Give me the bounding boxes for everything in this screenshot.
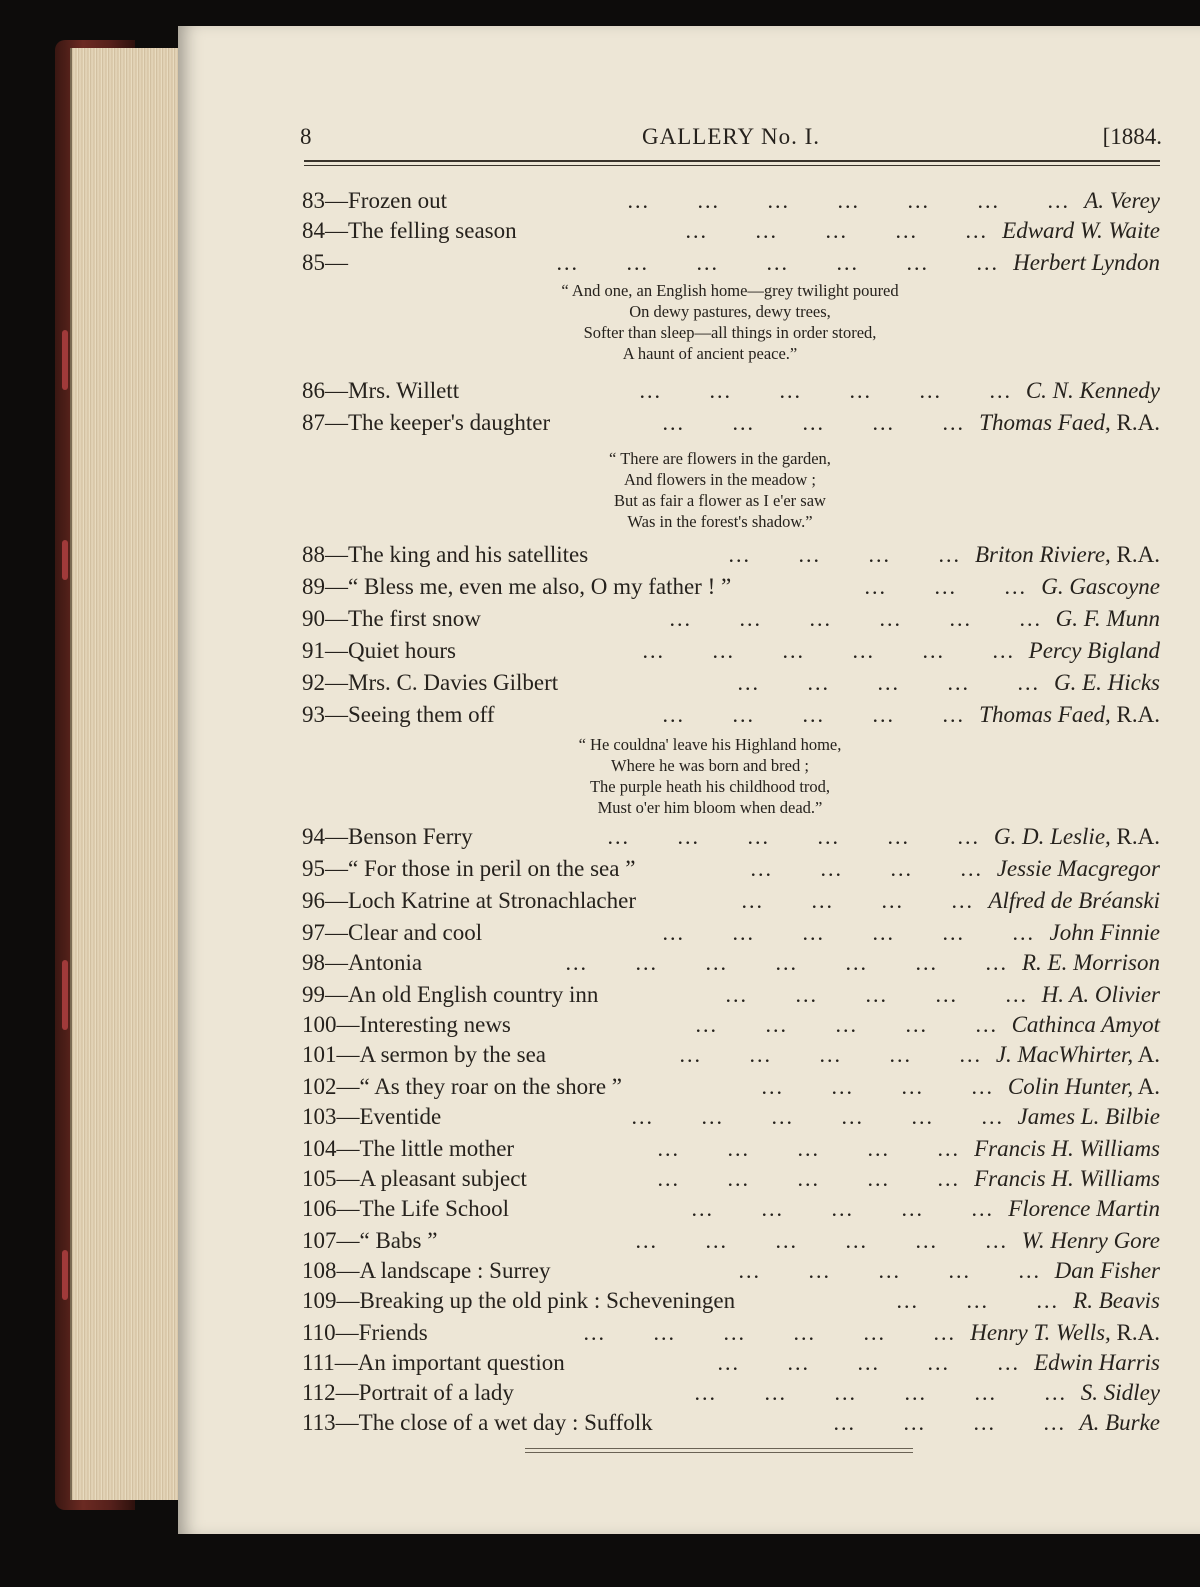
running-header (300, 118, 1162, 158)
catalogue-entry (302, 186, 1160, 216)
entry-title (302, 604, 481, 634)
entry-title (302, 540, 588, 570)
quote-line: “ And one, an English home—grey twilight poured (561, 281, 899, 300)
cover-wear-mark (62, 1250, 68, 1300)
entry-title-text: “ For those in peril on the sea ” (348, 856, 636, 881)
header-rule (304, 165, 1160, 166)
quote-line: But as fair a flower as I e'er saw (614, 491, 826, 510)
entry-dash: — (336, 1136, 360, 1161)
artist-name: Thomas Faed, (979, 702, 1111, 727)
entry-title-text: The Life School (359, 1196, 509, 1221)
artist-name: Francis H. Williams (974, 1136, 1160, 1161)
entry-title (302, 918, 482, 948)
quote-line: Was in the forest's shadow.” (627, 512, 813, 531)
entry-dash: — (325, 920, 348, 945)
entry-dash: — (325, 218, 348, 243)
quote-line: A haunt of ancient peace.” (622, 344, 798, 363)
header-rule (304, 160, 1160, 162)
entry-number: 85 (302, 250, 325, 275)
entry-dash: — (325, 188, 348, 213)
quotation-87 (560, 448, 880, 532)
entry-artist (1030, 1348, 1160, 1378)
catalogue-entry (302, 1010, 1160, 1040)
entry-title (302, 948, 422, 978)
entry-number: 83 (302, 188, 325, 213)
entry-dash: — (325, 574, 348, 599)
entry-title (302, 1102, 441, 1132)
catalogue-entry (302, 1286, 1160, 1316)
entry-title (302, 1134, 514, 1164)
entry-number: 87 (302, 410, 325, 435)
entry-artist (1025, 636, 1160, 666)
catalogue-entry (302, 1226, 1160, 1256)
entry-dash: — (325, 542, 348, 567)
entry-title (302, 1286, 735, 1316)
artist-name: Jessie Macgregor (996, 856, 1160, 881)
quotation-85 (500, 280, 960, 364)
entry-dash: — (325, 982, 348, 1007)
artist-name: Colin Hunter, (1007, 1074, 1134, 1099)
entry-number: 88 (302, 542, 325, 567)
catalogue-entry (302, 1408, 1160, 1438)
catalogue-entry (302, 980, 1160, 1010)
quote-line: “ There are flowers in the garden, (609, 449, 831, 468)
entry-dash: — (335, 1380, 359, 1405)
entry-title (302, 1348, 565, 1378)
entry-number: 96 (302, 888, 325, 913)
entry-number: 110 (302, 1320, 336, 1345)
leader-dots: ... ... ... ... ... (657, 1136, 960, 1161)
artist-honour: A. (1137, 1074, 1160, 1099)
catalogue-year: [1884. (1102, 124, 1162, 149)
artist-name: W. Henry Gore (1021, 1228, 1160, 1253)
entry-title (302, 408, 550, 438)
artist-name: G. D. Leslie, (993, 824, 1111, 849)
entry-title-text: An old English country inn (348, 982, 599, 1007)
entry-title-text: “ Bless me, even me also, O my father ! ” (348, 574, 732, 599)
entry-title (302, 248, 348, 278)
leader-dots: ... ... ... ... ... ... (694, 1380, 1067, 1405)
leader-dots: ... ... ... ... ... ... (639, 378, 1012, 403)
entry-title (302, 1040, 546, 1070)
entry-number: 90 (302, 606, 325, 631)
artist-honour: R.A. (1116, 1320, 1160, 1345)
entry-number: 86 (302, 378, 325, 403)
page-number: 8 (300, 124, 312, 149)
entry-artist (1069, 1286, 1160, 1316)
entry-title (302, 376, 459, 406)
catalogue-entry (302, 1072, 1160, 1102)
entry-artist (1004, 1194, 1160, 1224)
artist-name: Percy Bigland (1028, 638, 1160, 663)
quote-line: Must o'er him bloom when dead.” (597, 798, 823, 817)
entry-title (302, 854, 635, 884)
entry-artist (992, 1040, 1160, 1070)
entry-number: 105 (302, 1166, 337, 1191)
entry-dash: — (336, 1104, 360, 1129)
leader-dots: ... ... ... ... ... (685, 218, 988, 243)
entry-number: 108 (302, 1258, 337, 1283)
catalogue-entry (302, 1164, 1160, 1194)
entry-artist (1051, 1256, 1160, 1286)
catalogue-entry (302, 1256, 1160, 1286)
artist-name: John Finnie (1049, 920, 1160, 945)
entry-title-text: The felling season (348, 218, 517, 243)
entry-artist (993, 854, 1160, 884)
entry-title-text: The king and his satellites (348, 542, 589, 567)
cover-wear-mark (62, 540, 68, 580)
quote-line: The purple heath his childhood trod, (589, 777, 831, 796)
catalogue-entry (302, 540, 1160, 570)
leader-dots: ... ... ... ... ... ... ... (556, 250, 999, 275)
entry-title (302, 216, 517, 246)
leader-dots: ... ... ... (864, 574, 1027, 599)
catalogue-entry (302, 572, 1160, 602)
entry-dash: — (325, 856, 348, 881)
catalogue-entry (302, 636, 1160, 666)
artist-honour: A. (1137, 1042, 1160, 1067)
entry-artist (1046, 918, 1161, 948)
artist-name: C. N. Kennedy (1025, 378, 1160, 403)
leader-dots: ... ... ... ... ... (725, 982, 1028, 1007)
entry-title-text: Clear and cool (348, 920, 483, 945)
catalogue-entry (302, 886, 1160, 916)
artist-name: Alfred de Bréanski (988, 888, 1160, 913)
entry-title-text: The close of a wet day : Suffolk (358, 1410, 653, 1435)
entry-title-text: An important question (357, 1350, 565, 1375)
entry-dash: — (325, 250, 348, 275)
entry-number: 97 (302, 920, 325, 945)
leader-dots: ... ... ... ... ... ... (635, 1228, 1008, 1253)
entry-title-text: “ As they roar on the shore ” (359, 1074, 623, 1099)
artist-honour: R.A. (1116, 542, 1160, 567)
artist-name: J. MacWhirter, (995, 1042, 1134, 1067)
entry-artist (1077, 1378, 1160, 1408)
entry-artist (1052, 604, 1160, 634)
catalogue-entry (302, 376, 1160, 406)
entry-artist (1018, 1226, 1160, 1256)
entry-dash: — (336, 1288, 360, 1313)
quotation-93 (525, 734, 895, 818)
quote-line: Where he was born and bred ; (611, 756, 809, 775)
entry-title-text: A landscape : Surrey (359, 1258, 551, 1283)
leader-dots: ... ... ... ... ... ... ... (627, 188, 1070, 213)
entry-artist (998, 216, 1160, 246)
quote-line: Softer than sleep—all things in order stored, (583, 323, 877, 342)
catalogue-entry (302, 668, 1160, 698)
entry-artist (1050, 668, 1160, 698)
leader-dots: ... ... ... ... ... (657, 1166, 960, 1191)
entry-number: 89 (302, 574, 325, 599)
artist-name: G. F. Munn (1055, 606, 1160, 631)
artist-name: Cathinca Amyot (1011, 1012, 1160, 1037)
artist-name: G. E. Hicks (1053, 670, 1160, 695)
cover-wear-mark (62, 960, 68, 1030)
entry-number: 94 (302, 824, 325, 849)
catalogue-entry (302, 700, 1160, 730)
entry-title-text: The first snow (348, 606, 481, 631)
catalogue-entry (302, 408, 1160, 438)
entry-number: 112 (302, 1380, 336, 1405)
entry-dash: — (336, 1228, 360, 1253)
entry-artist (1038, 980, 1160, 1010)
catalogue-entry (302, 248, 1160, 278)
entry-title-text: Breaking up the old pink : Scheveningen (359, 1288, 736, 1313)
leader-dots: ... ... ... ... ... ... (662, 920, 1035, 945)
artist-name: G. Gascoyne (1041, 574, 1160, 599)
artist-name: Dan Fisher (1054, 1258, 1160, 1283)
catalogue-entry (302, 918, 1160, 948)
leader-dots: ... ... ... ... ... (695, 1012, 998, 1037)
leader-dots: ... ... ... ... (761, 1074, 994, 1099)
entry-artist (1037, 572, 1160, 602)
entry-number: 84 (302, 218, 325, 243)
entry-title (302, 668, 558, 698)
leader-dots: ... ... ... ... (728, 542, 961, 567)
artist-honour: R.A. (1116, 702, 1160, 727)
entry-title-text: Mrs. C. Davies Gilbert (348, 670, 559, 695)
entry-title (302, 636, 456, 666)
entry-number: 103 (302, 1104, 337, 1129)
leader-dots: ... ... ... (896, 1288, 1059, 1313)
entry-title (302, 1226, 437, 1256)
entry-title-text: Portrait of a lady (358, 1380, 514, 1405)
entry-dash: — (335, 1320, 359, 1345)
entry-dash: — (335, 1410, 359, 1435)
end-rule (525, 1448, 913, 1449)
entry-number: 99 (302, 982, 325, 1007)
entry-title (302, 1194, 509, 1224)
entry-title (302, 822, 473, 852)
entry-title (302, 1378, 514, 1408)
quote-line: And flowers in the meadow ; (624, 470, 816, 489)
quote-line: On dewy pastures, dewy trees, (629, 302, 831, 321)
entry-title (302, 1072, 622, 1102)
entry-artist (971, 540, 1160, 570)
entry-title-text: A pleasant subject (359, 1166, 527, 1191)
leader-dots: ... ... ... ... ... (738, 1258, 1041, 1283)
catalogue-entry (302, 1102, 1160, 1132)
entry-dash: — (325, 410, 348, 435)
artist-honour: R.A. (1116, 410, 1160, 435)
entry-dash: — (325, 638, 348, 663)
entry-title-text: Interesting news (359, 1012, 511, 1037)
entry-artist (1008, 1010, 1160, 1040)
entry-artist (1080, 186, 1160, 216)
entry-artist (970, 1134, 1160, 1164)
leader-dots: ... ... ... ... ... (679, 1042, 982, 1067)
artist-name: Thomas Faed, (979, 410, 1111, 435)
leader-dots: ... ... ... ... (833, 1410, 1066, 1435)
leader-dots: ... ... ... ... ... (717, 1350, 1020, 1375)
catalogue-entry (302, 1378, 1160, 1408)
entry-number: 107 (302, 1228, 337, 1253)
leader-dots: ... ... ... ... ... (737, 670, 1040, 695)
entry-artist (975, 700, 1160, 730)
artist-name: Florence Martin (1008, 1196, 1160, 1221)
entry-dash: — (325, 670, 348, 695)
leader-dots: ... ... ... ... ... (662, 410, 965, 435)
entry-dash: — (336, 1196, 360, 1221)
entry-dash: — (325, 378, 348, 403)
entry-title-text: Friends (358, 1320, 428, 1345)
artist-name: Edwin Harris (1034, 1350, 1160, 1375)
artist-name: R. E. Morrison (1022, 950, 1160, 975)
entry-dash: — (325, 606, 348, 631)
artist-name: Briton Riviere, (974, 542, 1111, 567)
leader-dots: ... ... ... ... ... ... (642, 638, 1015, 663)
entry-title (302, 700, 495, 730)
entry-artist (1009, 248, 1160, 278)
entry-artist (984, 886, 1160, 916)
entry-title (302, 1408, 653, 1438)
artist-name: Edward W. Waite (1002, 218, 1160, 243)
entry-title-text: Seeing them off (348, 702, 495, 727)
entry-title-text: A sermon by the sea (359, 1042, 547, 1067)
entry-number: 98 (302, 950, 325, 975)
entry-dash: — (336, 1012, 360, 1037)
entry-number: 102 (302, 1074, 337, 1099)
entry-dash: — (336, 1074, 360, 1099)
entry-number: 106 (302, 1196, 337, 1221)
entry-artist (990, 822, 1160, 852)
artist-name: James L. Bilbie (1017, 1104, 1160, 1129)
entry-title (302, 572, 731, 602)
end-rule (525, 1452, 913, 1453)
entry-artist (1004, 1072, 1160, 1102)
entry-artist (1014, 1102, 1160, 1132)
entry-dash: — (336, 1042, 360, 1067)
leader-dots: ... ... ... ... ... ... (631, 1104, 1004, 1129)
entry-number: 111 (302, 1350, 335, 1375)
entry-title-text: Antonia (348, 950, 423, 975)
entry-title-text: The little mother (359, 1136, 515, 1161)
catalogue-entry (302, 1040, 1160, 1070)
catalogue-entry (302, 604, 1160, 634)
entry-dash: — (336, 1166, 360, 1191)
entry-dash: — (325, 702, 348, 727)
leader-dots: ... ... ... ... ... ... ... (565, 950, 1008, 975)
catalogue-entry (302, 1134, 1160, 1164)
entry-title (302, 1164, 527, 1194)
entry-title (302, 980, 598, 1010)
catalogue-entry (302, 216, 1160, 246)
catalogue-entry (302, 822, 1160, 852)
entry-title-text: Frozen out (348, 188, 448, 213)
entry-title (302, 1256, 550, 1286)
artist-name: Herbert Lyndon (1013, 250, 1160, 275)
entry-number: 109 (302, 1288, 337, 1313)
entry-artist (1022, 376, 1160, 406)
leader-dots: ... ... ... ... ... ... (583, 1320, 956, 1345)
entry-title-text: Eventide (359, 1104, 442, 1129)
entry-dash: — (334, 1350, 358, 1375)
artist-name: Henry T. Wells, (970, 1320, 1111, 1345)
artist-name: S. Sidley (1080, 1380, 1160, 1405)
entry-number: 101 (302, 1042, 337, 1067)
entry-artist (966, 1318, 1160, 1348)
entry-title-text: Mrs. Willett (348, 378, 460, 403)
entry-title (302, 186, 447, 216)
leader-dots: ... ... ... ... ... (691, 1196, 994, 1221)
catalogue-entry (302, 948, 1160, 978)
entry-number: 100 (302, 1012, 337, 1037)
gallery-title: GALLERY No. I. (642, 124, 820, 149)
entry-title-text: Quiet hours (348, 638, 456, 663)
entry-dash: — (325, 888, 348, 913)
entry-dash: — (325, 950, 348, 975)
entry-title-text: Benson Ferry (348, 824, 473, 849)
artist-name: H. A. Olivier (1041, 982, 1160, 1007)
entry-title (302, 886, 636, 916)
entry-title (302, 1318, 428, 1348)
entry-artist (1018, 948, 1160, 978)
entry-number: 95 (302, 856, 325, 881)
leader-dots: ... ... ... ... ... ... (607, 824, 980, 849)
leader-dots: ... ... ... ... (741, 888, 974, 913)
leader-dots: ... ... ... ... ... (662, 702, 965, 727)
artist-name: A. Verey (1084, 188, 1160, 213)
artist-honour: R.A. (1116, 824, 1160, 849)
quote-line: “ He couldna' leave his Highland home, (578, 735, 842, 754)
entry-artist (970, 1164, 1160, 1194)
catalogue-entry (302, 1348, 1160, 1378)
entry-number: 91 (302, 638, 325, 663)
entry-artist (975, 408, 1160, 438)
entry-title-text: Loch Katrine at Stronachlacher (348, 888, 637, 913)
catalogue-entry (302, 1194, 1160, 1224)
entry-title-text: The keeper's daughter (348, 410, 551, 435)
entry-number: 93 (302, 702, 325, 727)
catalogue-entry (302, 854, 1160, 884)
entry-title (302, 1010, 511, 1040)
artist-name: A. Burke (1079, 1410, 1160, 1435)
entry-number: 104 (302, 1136, 337, 1161)
page-edges (70, 48, 180, 1500)
entry-number: 113 (302, 1410, 336, 1435)
artist-name: Francis H. Williams (974, 1166, 1160, 1191)
artist-name: R. Beavis (1073, 1288, 1160, 1313)
entry-dash: — (336, 1258, 360, 1283)
leader-dots: ... ... ... ... ... ... (669, 606, 1042, 631)
entry-number: 92 (302, 670, 325, 695)
entry-artist (1076, 1408, 1160, 1438)
entry-dash: — (325, 824, 348, 849)
cover-wear-mark (62, 330, 68, 390)
entry-title-text: “ Babs ” (359, 1228, 438, 1253)
catalogue-entry (302, 1318, 1160, 1348)
leader-dots: ... ... ... ... (750, 856, 983, 881)
